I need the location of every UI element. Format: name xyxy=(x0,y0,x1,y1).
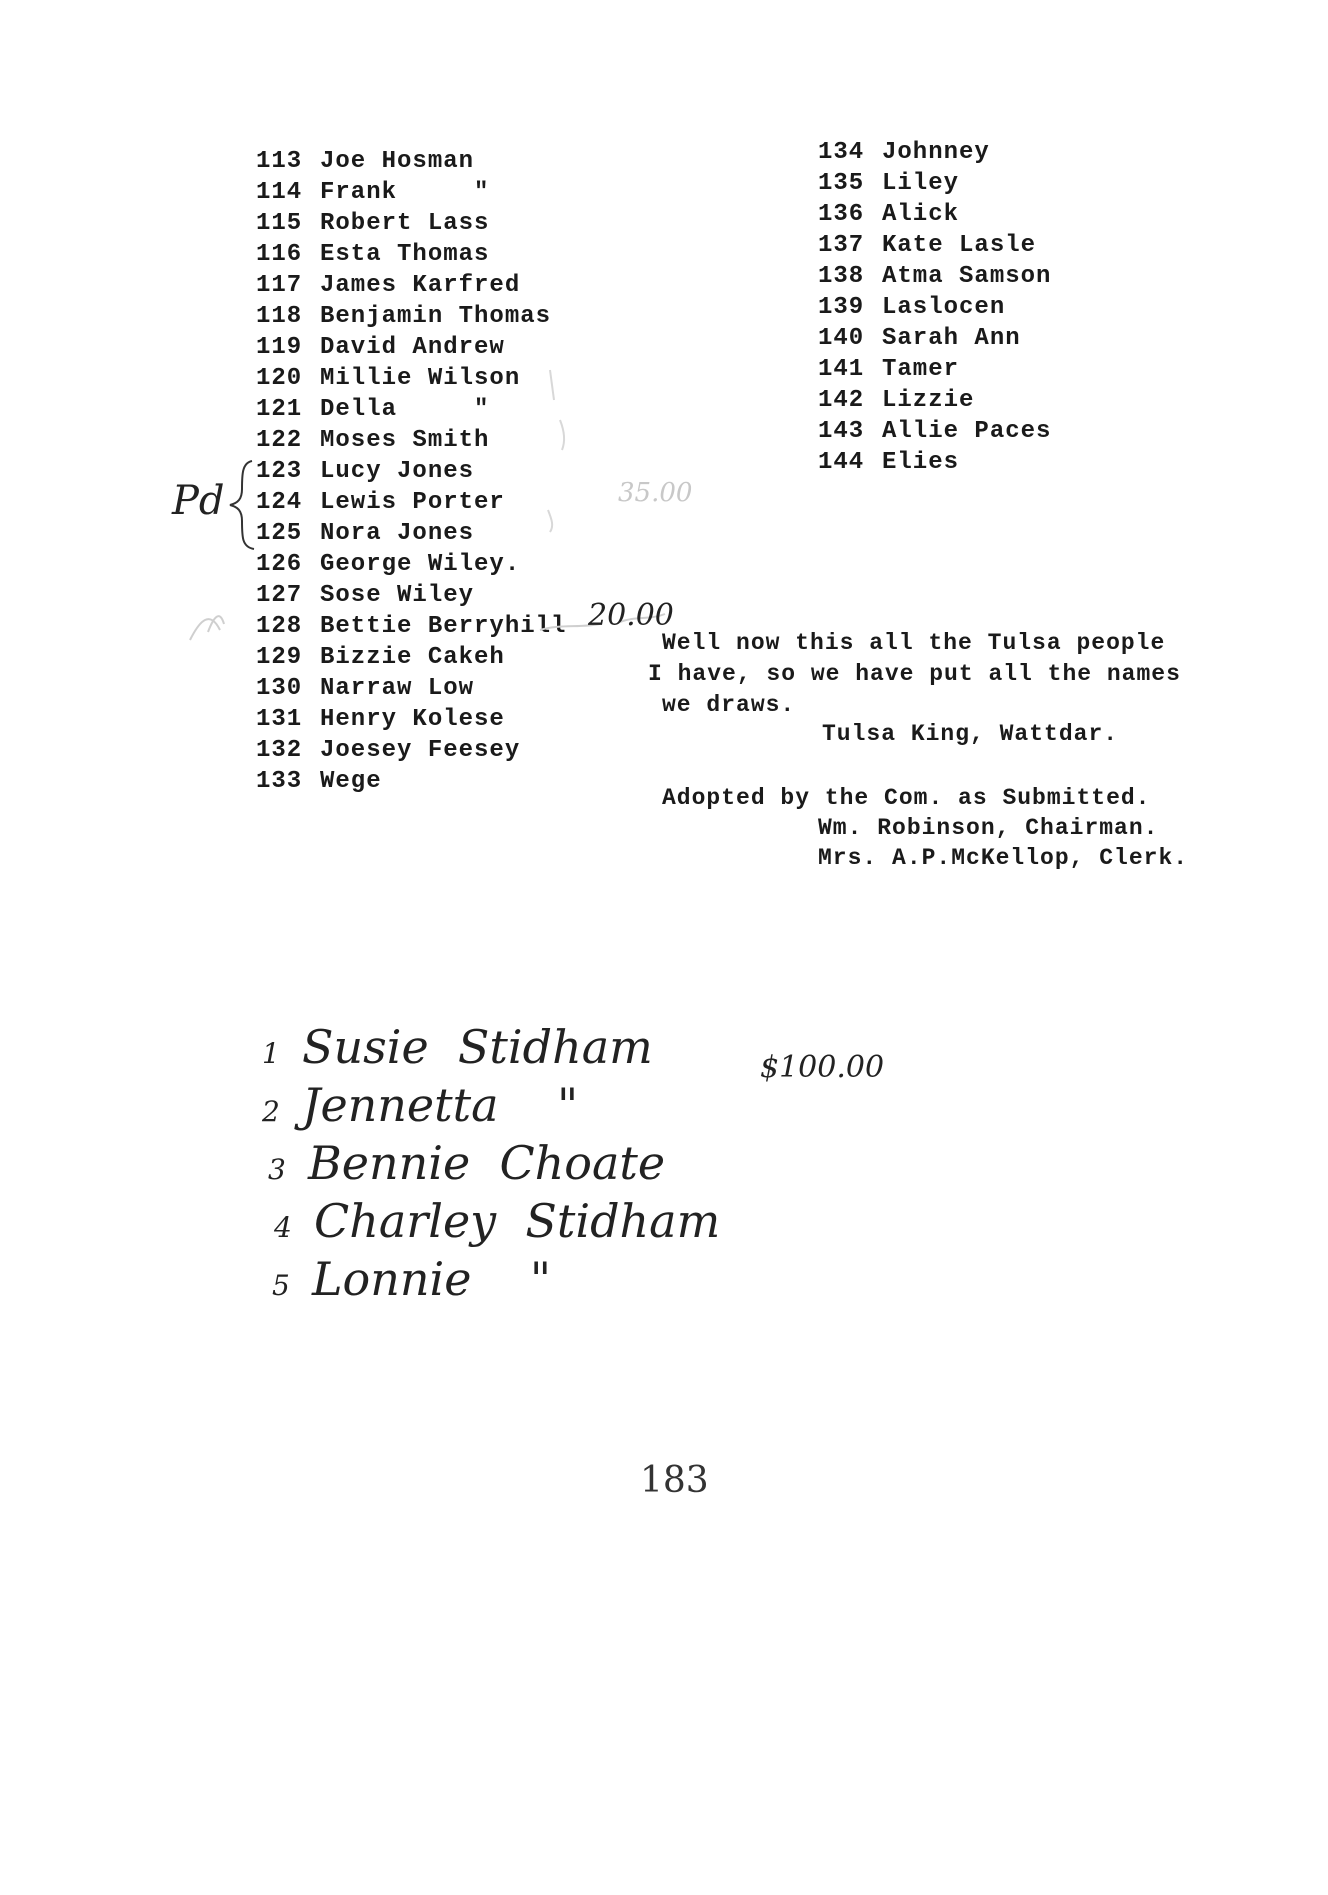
list-item-number: 119 xyxy=(256,334,303,361)
list-item xyxy=(818,292,1051,323)
list-item-name: James Karfred xyxy=(320,272,521,299)
handwritten-item-number: 2 xyxy=(262,1095,280,1128)
statement-line-3: we draws. xyxy=(662,692,796,718)
list-item xyxy=(256,146,566,177)
paid-mark: Pd xyxy=(172,478,225,524)
faint-pencil-marks-upper xyxy=(540,360,620,540)
handwritten-item-name: Susie Stidham xyxy=(302,1020,653,1074)
list-item xyxy=(256,270,566,301)
list-item xyxy=(818,323,1051,354)
handwritten-item-name: Charley Stidham xyxy=(314,1194,721,1248)
list-item-name: Lizzie xyxy=(882,387,975,414)
list-item xyxy=(256,208,566,239)
handwritten-list-item xyxy=(262,1078,578,1132)
faint-amount: 35.00 xyxy=(618,478,693,508)
list-item-name: Benjamin Thomas xyxy=(320,303,552,330)
list-item-name: Henry Kolese xyxy=(320,706,505,733)
list-item xyxy=(818,261,1051,292)
list-item xyxy=(818,354,1051,385)
list-item-name: Tamer xyxy=(882,356,960,383)
list-item-name: David Andrew xyxy=(320,334,505,361)
list-item-name: Elies xyxy=(882,449,960,476)
list-item-number: 117 xyxy=(256,272,303,299)
list-item-number: 116 xyxy=(256,241,303,268)
list-item xyxy=(256,487,566,518)
list-item-number: 127 xyxy=(256,582,303,609)
list-item xyxy=(818,168,1051,199)
handwritten-item-number: 5 xyxy=(272,1269,290,1302)
list-item-name: Lucy Jones xyxy=(320,458,475,485)
handwritten-item-name: Bennie Choate xyxy=(308,1136,666,1190)
name-list-right xyxy=(818,137,1051,478)
list-item-number: 142 xyxy=(818,387,865,414)
list-item xyxy=(818,230,1051,261)
list-item-name: Sarah Ann xyxy=(882,325,1021,352)
name-list-left xyxy=(256,146,566,797)
list-item-name: Nora Jones xyxy=(320,520,475,547)
statement-line-1: Well now this all the Tulsa people xyxy=(662,630,1166,656)
handwritten-amount: $100.00 xyxy=(760,1050,885,1085)
list-item-number: 129 xyxy=(256,644,303,671)
list-item xyxy=(256,301,566,332)
page-number: 183 xyxy=(640,1460,709,1501)
handwritten-list-item xyxy=(274,1194,720,1248)
list-item-name: Narraw Low xyxy=(320,675,475,702)
list-item-number: 122 xyxy=(256,427,303,454)
list-item xyxy=(256,363,566,394)
list-item-name: Joe Hosman xyxy=(320,148,475,175)
list-item xyxy=(256,518,566,549)
list-item xyxy=(818,199,1051,230)
list-item-number: 115 xyxy=(256,210,303,237)
list-item-number: 143 xyxy=(818,418,865,445)
list-item xyxy=(818,137,1051,168)
handwritten-list-item xyxy=(272,1252,551,1306)
list-item-number: 128 xyxy=(256,613,303,640)
handwritten-item-number: 4 xyxy=(274,1211,292,1244)
list-item xyxy=(256,673,566,704)
list-item-number: 136 xyxy=(818,201,865,228)
list-item-name: Sose Wiley xyxy=(320,582,475,609)
adoption-line-1: Adopted by the Com. as Submitted. xyxy=(662,785,1151,811)
list-item xyxy=(256,704,566,735)
list-item xyxy=(256,177,566,208)
list-item xyxy=(818,385,1051,416)
adoption-line-2: Wm. Robinson, Chairman. xyxy=(818,815,1159,841)
list-item-number: 141 xyxy=(818,356,865,383)
handwritten-item-name: Jennetta " xyxy=(302,1078,579,1132)
list-item-name: Frank " xyxy=(320,179,490,206)
adoption-line-3: Mrs. A.P.McKellop, Clerk. xyxy=(818,845,1189,871)
amount-128: 20.00 xyxy=(588,598,674,633)
list-item-number: 132 xyxy=(256,737,303,764)
list-item xyxy=(818,416,1051,447)
list-item-number: 113 xyxy=(256,148,303,175)
list-item xyxy=(256,456,566,487)
list-item-name: Wege xyxy=(320,768,382,795)
list-item-number: 130 xyxy=(256,675,303,702)
paid-bracket xyxy=(220,455,260,555)
handwritten-list-item xyxy=(262,1020,653,1074)
list-item xyxy=(256,332,566,363)
list-item xyxy=(256,735,566,766)
list-item-name: Bettie Berryhill xyxy=(320,613,567,640)
list-item-name: Liley xyxy=(882,170,960,197)
list-item-number: 135 xyxy=(818,170,865,197)
list-item-name: Esta Thomas xyxy=(320,241,490,268)
statement-signature: Tulsa King, Wattdar. xyxy=(822,721,1119,747)
list-item-name: Bizzie Cakeh xyxy=(320,644,505,671)
list-item xyxy=(256,394,566,425)
list-item-name: Laslocen xyxy=(882,294,1006,321)
list-item-number: 134 xyxy=(818,139,865,166)
list-item-number: 125 xyxy=(256,520,303,547)
list-item xyxy=(256,239,566,270)
list-item-number: 140 xyxy=(818,325,865,352)
list-item-number: 137 xyxy=(818,232,865,259)
list-item-name: Millie Wilson xyxy=(320,365,521,392)
list-item-name: Johnney xyxy=(882,139,990,166)
list-item-name: Moses Smith xyxy=(320,427,490,454)
list-item-number: 124 xyxy=(256,489,303,516)
handwritten-list-item xyxy=(268,1136,665,1190)
list-item xyxy=(256,425,566,456)
list-item-number: 131 xyxy=(256,706,303,733)
handwritten-item-name: Lonnie " xyxy=(312,1252,552,1306)
list-item-name: Robert Lass xyxy=(320,210,490,237)
list-item-number: 120 xyxy=(256,365,303,392)
list-item-number: 138 xyxy=(818,263,865,290)
list-item-number: 114 xyxy=(256,179,303,206)
list-item-name: Alick xyxy=(882,201,960,228)
list-item-name: Allie Paces xyxy=(882,418,1052,445)
list-item-number: 123 xyxy=(256,458,303,485)
list-item-name: Joesey Feesey xyxy=(320,737,521,764)
statement-line-2: I have, so we have put all the names xyxy=(648,661,1181,687)
handwritten-item-number: 1 xyxy=(262,1037,280,1070)
list-item xyxy=(256,549,566,580)
list-item-number: 121 xyxy=(256,396,303,423)
list-item-number: 139 xyxy=(818,294,865,321)
handwritten-item-number: 3 xyxy=(268,1153,286,1186)
list-item-number: 118 xyxy=(256,303,303,330)
list-item-number: 144 xyxy=(818,449,865,476)
list-item-name: Kate Lasle xyxy=(882,232,1037,259)
list-item xyxy=(818,447,1051,478)
list-item-name: Atma Samson xyxy=(882,263,1052,290)
list-item xyxy=(256,766,566,797)
list-item-name: George Wiley. xyxy=(320,551,521,578)
list-item-number: 126 xyxy=(256,551,303,578)
list-item-name: Lewis Porter xyxy=(320,489,505,516)
list-item-name: Della " xyxy=(320,396,490,423)
list-item-number: 133 xyxy=(256,768,303,795)
